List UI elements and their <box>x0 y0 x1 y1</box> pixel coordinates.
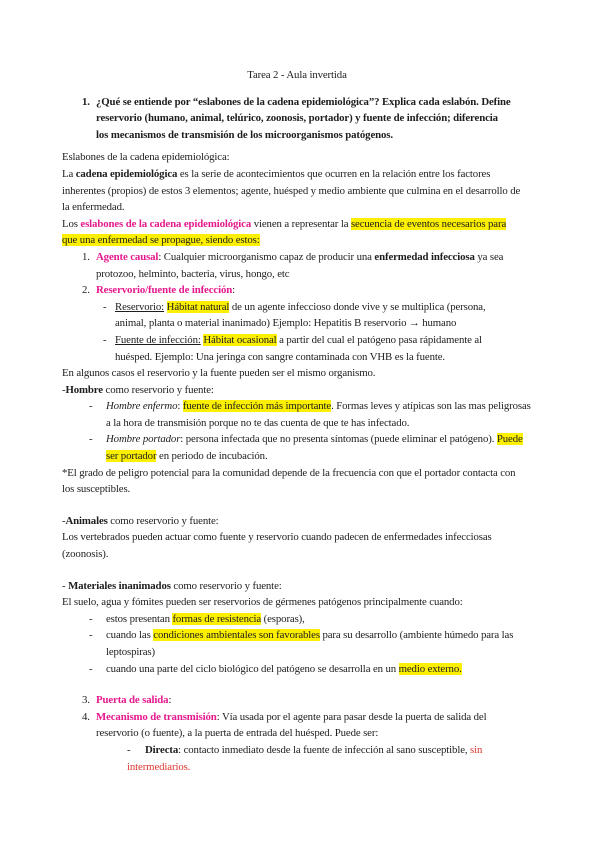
text-line <box>62 415 600 432</box>
text-run: animal, planta o material inanimado) Ejemplo: Hepatitis B reservorio → humano <box>115 317 457 330</box>
text-run: como reservorio y fuente: <box>102 383 214 396</box>
text-run: como reservorio y fuente: <box>170 579 282 592</box>
text-line <box>62 266 600 283</box>
list-marker: - <box>89 612 93 625</box>
text-run: Fuente de infección: <box>115 333 201 346</box>
text-run: a partir del cual el patógeno pasa rápidamente al <box>276 333 482 346</box>
highlighted-text-run: que una enfermedad se propague, siendo estos: <box>62 234 260 247</box>
blank-line <box>62 498 600 513</box>
list-marker: 1. <box>82 95 90 108</box>
document-content <box>62 67 600 775</box>
highlighted-text-run: ser portador <box>106 450 157 463</box>
list-marker: 1. <box>82 250 90 263</box>
highlighted-text-run: secuencia de eventos necesarios para <box>350 217 507 230</box>
text-run: Los vertebrados pueden actuar como fuente y reservorio cuando padecen de enfermedades infecciosas <box>62 531 492 544</box>
text-line <box>62 465 600 482</box>
text-run: leptospiras) <box>106 646 155 658</box>
text-run: los susceptibles. <box>62 483 131 496</box>
text-run: Directa <box>145 743 179 756</box>
text-line <box>62 127 600 144</box>
highlighted-text-run: Hábitat natural <box>166 300 230 313</box>
text-run: Tarea 2 - Aula invertida <box>247 69 347 81</box>
text-line <box>62 709 600 726</box>
list-marker: - <box>89 662 93 675</box>
text-run: - <box>62 514 66 527</box>
text-line <box>62 67 532 84</box>
text-run: ya sea <box>474 250 504 263</box>
text-run: huésped. Ejemplo: Una jeringa con sangre contaminada con VHB es la fuente. <box>115 350 446 363</box>
text-run: inherentes (propios) de estos 3 elementos; agente, huésped y medio ambiente que culmina en el desarrollo de <box>62 184 521 197</box>
text-run: : contacto inmediato desde la fuente de infección al sano susceptible, <box>178 743 471 756</box>
text-run: protozoo, helminto, bacteria, virus, hongo, etc <box>96 267 290 280</box>
highlighted-text-run: Puede <box>496 433 523 446</box>
list-marker: - <box>103 300 107 313</box>
text-line <box>62 149 600 166</box>
text-line <box>62 644 600 661</box>
text-line <box>62 199 600 216</box>
text-run: Mecanismo de transmisión <box>96 710 217 723</box>
text-run: : Vía usada por el agente para pasar desde la puerta de salida del <box>216 710 487 723</box>
text-run: Hombre portador <box>106 433 181 446</box>
text-line <box>62 382 600 399</box>
text-line <box>62 529 600 546</box>
text-run: Animales <box>65 514 108 527</box>
text-run: eslabones de la cadena epidemiológica <box>80 217 252 230</box>
text-line <box>62 546 600 563</box>
text-run: - <box>62 383 66 396</box>
highlighted-text-run: medio externo. <box>398 662 462 675</box>
text-run: Reservorio/fuente de infección <box>96 284 233 297</box>
text-line <box>62 94 600 111</box>
text-line <box>62 282 600 299</box>
list-marker: - <box>89 400 93 413</box>
text-run: intermediarios. <box>127 760 191 773</box>
text-line <box>62 611 600 628</box>
text-run: : <box>177 400 183 413</box>
text-line <box>62 315 600 332</box>
highlighted-text-run: fuente de infección más importante <box>182 400 332 413</box>
text-run: El suelo, agua y fómites pueden ser reservorios de gérmenes patógenos principalmente cuando: <box>62 596 463 609</box>
text-line <box>62 594 600 611</box>
text-run: . Formas leves y atípicas son las mas peligrosas <box>331 400 531 413</box>
text-run: cadena epidemiológica <box>75 167 178 180</box>
text-run: : persona infectada que no presenta síntomas (puede eliminar el patógeno). <box>180 433 497 446</box>
text-line <box>62 166 600 183</box>
text-line <box>62 759 600 776</box>
list-marker: 3. <box>82 694 90 707</box>
text-run: enfermedad infecciosa <box>374 250 475 263</box>
text-line <box>62 216 600 233</box>
text-run: : <box>232 284 236 297</box>
list-marker: - <box>127 743 131 756</box>
text-line <box>62 232 600 249</box>
text-run: vienen a representar la <box>251 217 351 230</box>
highlighted-text-run: condiciones ambientales son favorables <box>153 629 320 642</box>
text-run: - <box>62 579 69 592</box>
text-run: como reservorio y fuente: <box>107 514 219 527</box>
text-run: reservorio (o fuente), a la puerta de entrada del huésped. Puede ser: <box>96 727 379 740</box>
text-run: sin <box>470 743 483 756</box>
text-run: *El grado de peligro potencial para la comunidad depende de la frecuencia con que el portador contacta con <box>62 466 516 479</box>
text-line <box>62 742 600 759</box>
text-run: es la serie de acontecimientos que ocurren en la relación entre los factores <box>177 167 491 180</box>
text-line <box>62 183 600 200</box>
text-run: En algunos casos el reservorio y la fuente pueden ser el mismo organismo. <box>62 367 376 380</box>
text-line <box>62 431 600 448</box>
text-run: La <box>62 167 76 180</box>
text-line <box>62 349 600 366</box>
text-run: Eslabones de la cadena epidemiológica: <box>62 151 230 164</box>
text-run: en periodo de incubación. <box>156 450 268 463</box>
list-marker: 2. <box>82 284 90 297</box>
text-run: : <box>168 694 172 707</box>
text-run: cuando las <box>106 629 154 642</box>
list-marker: - <box>89 433 93 446</box>
text-run: (zoonosis). <box>62 548 109 561</box>
highlighted-text-run: formas de resistencia <box>172 612 262 625</box>
text-line <box>62 110 600 127</box>
text-run: Reservorio: <box>115 300 165 313</box>
text-run: Puerta de salida <box>96 694 169 707</box>
text-line <box>62 398 600 415</box>
text-line <box>62 481 600 498</box>
text-run: a la hora de transmisión porque no te das cuenta de que te has infectado. <box>106 416 410 429</box>
list-marker: - <box>89 629 93 642</box>
blank-line <box>62 563 600 578</box>
text-line <box>62 513 600 530</box>
text-line <box>62 627 600 644</box>
list-marker: - <box>103 333 107 346</box>
text-line <box>62 692 600 709</box>
text-run: cuando una parte del ciclo biológico del patógeno se desarrolla en un <box>106 662 399 675</box>
text-line <box>62 578 600 595</box>
text-run: ¿Qué se entiende por “eslabones de la cadena epidemiológica”? Explica cada eslabón. Define <box>96 95 511 108</box>
highlighted-text-run: Hábitat ocasional <box>203 333 277 346</box>
text-line <box>62 448 600 465</box>
text-line <box>62 332 600 349</box>
text-run: estos presentan <box>106 612 173 625</box>
text-run: la enfermedad. <box>62 201 125 214</box>
list-marker: 4. <box>82 710 90 723</box>
text-run: Los <box>62 217 81 230</box>
blank-line <box>62 677 600 692</box>
text-run: de un agente infeccioso donde vive y se multiplica (persona, <box>229 300 486 313</box>
text-run: reservorio (humano, animal, telúrico, zoonosis, portador) y fuente de infección; diferencia <box>96 112 498 125</box>
text-line <box>62 365 600 382</box>
text-run: Agente causal <box>96 250 159 263</box>
text-run: para su desarrollo (ambiente húmedo para las <box>319 629 514 642</box>
text-line <box>62 249 600 266</box>
text-line <box>62 299 600 316</box>
text-run: Hombre <box>65 383 103 396</box>
text-run: los mecanismos de transmisión de los microorganismos patógenos. <box>96 128 393 141</box>
text-run: Hombre enfermo <box>106 400 178 413</box>
text-run: (esporas), <box>261 612 305 625</box>
text-line <box>62 725 600 742</box>
text-run: Materiales inanimados <box>68 579 171 592</box>
text-run: : Cualquier microorganismo capaz de producir una <box>158 250 375 263</box>
text-line <box>62 661 600 678</box>
